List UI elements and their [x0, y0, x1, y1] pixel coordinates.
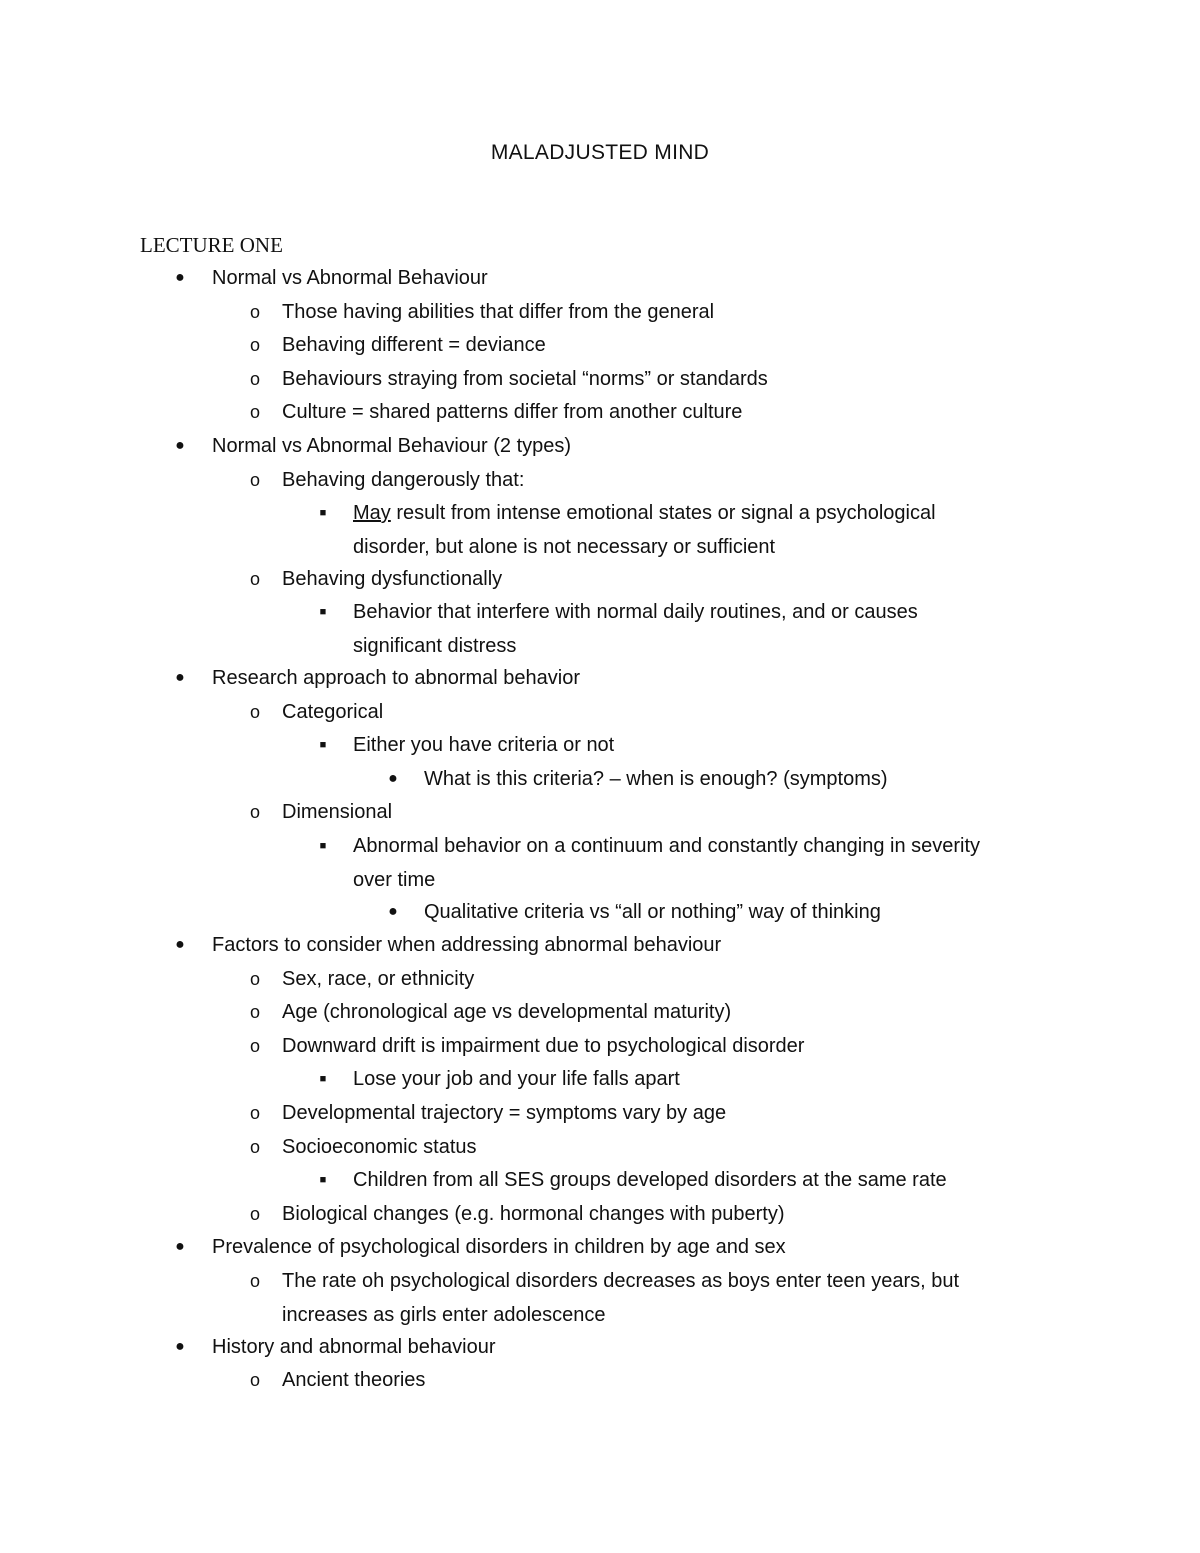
outline-item-label: Biological changes (e.g. hormonal changes with puberty)	[282, 1202, 785, 1225]
outline-item-text	[212, 1233, 786, 1261]
bullet-circle-icon: o	[249, 968, 260, 989]
outline-item-text	[353, 632, 516, 660]
outline-item	[0, 499, 1200, 533]
outline-item	[0, 832, 1200, 866]
outline-item-text	[353, 731, 614, 759]
bullet-circle-icon: o	[249, 301, 260, 322]
outline-item	[0, 1267, 1200, 1301]
outline-item-label: Behaving different = deviance	[282, 334, 546, 357]
outline-item	[0, 765, 1200, 799]
outline-item-label: What is this criteria? – when is enough? (symptoms)	[424, 767, 888, 790]
outline-item	[0, 1333, 1200, 1367]
outline-item-text	[282, 1032, 804, 1060]
outline-item-text	[353, 832, 980, 860]
outline-item	[0, 466, 1200, 500]
outline-item	[0, 898, 1200, 932]
outline-item-text	[212, 264, 488, 292]
outline-item-label: Dimensional	[282, 801, 393, 824]
bullet-square-icon: ■	[319, 606, 327, 619]
bullet-disc-icon: ●	[388, 769, 398, 787]
outline-item-text	[212, 664, 580, 692]
bullet-circle-icon: o	[249, 802, 260, 823]
outline-item	[0, 432, 1200, 466]
outline-item-label: Sex, race, or ethnicity	[282, 967, 475, 990]
outline-item	[0, 798, 1200, 832]
outline-item	[0, 1133, 1200, 1167]
outline-item	[0, 998, 1200, 1032]
outline-item	[0, 264, 1200, 298]
outline-item	[0, 866, 1200, 898]
outline-item-label: Normal vs Abnormal Behaviour (2 types)	[212, 434, 572, 457]
outline-item-text	[282, 466, 524, 494]
outline-item-label: Behaving dysfunctionally	[282, 567, 503, 590]
outline-item-label: Behavior that interfere with normal daily routines, and or causes	[353, 601, 918, 624]
outline-item-label: Behaving dangerously that:	[282, 468, 525, 491]
outline-item-text	[212, 432, 571, 460]
outline-item-text	[282, 1099, 726, 1127]
outline-item-text	[282, 965, 474, 993]
bullet-square-icon: ■	[319, 1073, 327, 1086]
bullet-circle-icon: o	[249, 1002, 260, 1023]
outline-item-label: Behaviours straying from societal “norms” or standards	[282, 367, 768, 390]
bullet-square-icon: ■	[319, 1174, 327, 1187]
outline-item-text	[353, 1065, 680, 1093]
outline-item-text	[212, 931, 721, 959]
outline-item-text	[282, 1267, 959, 1295]
outline-item-label: History and abnormal behaviour	[212, 1335, 496, 1358]
bullet-circle-icon: o	[249, 1136, 260, 1157]
outline-item-text	[353, 1166, 947, 1194]
bullet-square-icon: ■	[319, 839, 327, 852]
outline-item-text	[282, 1133, 477, 1161]
notes-outline	[0, 264, 1200, 1400]
document-title: MALADJUSTED MIND	[490, 141, 710, 164]
bullet-disc-icon: ●	[175, 1337, 185, 1355]
outline-item-label: Qualitative criteria vs “all or nothing” way of thinking	[424, 900, 881, 923]
outline-item	[0, 698, 1200, 732]
bullet-circle-icon: o	[249, 568, 260, 589]
outline-item-text	[282, 565, 502, 593]
outline-item-text	[282, 1301, 606, 1329]
outline-item	[0, 565, 1200, 599]
bullet-disc-icon: ●	[175, 936, 185, 954]
lecture-heading: LECTURE ONE	[140, 233, 283, 257]
outline-item	[0, 1166, 1200, 1200]
outline-item-text	[282, 1366, 425, 1394]
outline-item-text	[282, 298, 714, 326]
bullet-circle-icon: o	[249, 701, 260, 722]
outline-item-text	[282, 698, 383, 726]
outline-item-label: Research approach to abnormal behavior	[212, 666, 580, 689]
outline-item-label: Socioeconomic status	[282, 1135, 477, 1158]
outline-item	[0, 632, 1200, 664]
bullet-circle-icon: o	[249, 1271, 260, 1292]
bullet-disc-icon: ●	[388, 902, 398, 920]
bullet-circle-icon: o	[249, 469, 260, 490]
outline-item	[0, 731, 1200, 765]
outline-item-label: increases as girls enter adolescence	[282, 1303, 606, 1326]
outline-item-text	[282, 798, 392, 826]
bullet-square-icon: ■	[319, 739, 327, 752]
outline-item-text	[353, 866, 435, 894]
outline-item-label: Either you have criteria or not	[353, 734, 615, 757]
outline-item-text	[353, 533, 775, 561]
outline-item-label: Prevalence of psychological disorders in children by age and sex	[212, 1236, 786, 1259]
outline-item-text	[282, 331, 546, 359]
outline-item	[0, 1200, 1200, 1234]
outline-item	[0, 1233, 1200, 1267]
bullet-square-icon: ■	[319, 507, 327, 520]
outline-item-text	[424, 765, 888, 793]
outline-item-label: result from intense emotional states or signal a psychological	[390, 502, 936, 525]
outline-item-label: Developmental trajectory = symptoms vary by age	[282, 1102, 727, 1125]
outline-item-label: Ancient theories	[282, 1369, 426, 1392]
bullet-disc-icon: ●	[175, 1238, 185, 1256]
bullet-circle-icon: o	[249, 1370, 260, 1391]
outline-item-label: over time	[353, 868, 436, 891]
outline-item-text	[353, 499, 936, 527]
outline-item	[0, 1032, 1200, 1066]
outline-item	[0, 664, 1200, 698]
outline-item-text	[282, 998, 731, 1026]
outline-item-label: Lose your job and your life falls apart	[353, 1068, 680, 1091]
outline-item-label: Abnormal behavior on a continuum and constantly changing in severity	[353, 834, 981, 857]
outline-item-label: The rate oh psychological disorders decreases as boys enter teen years, but	[282, 1270, 960, 1293]
bullet-circle-icon: o	[249, 1103, 260, 1124]
bullet-circle-icon: o	[249, 335, 260, 356]
outline-item	[0, 1366, 1200, 1400]
outline-item	[0, 331, 1200, 365]
outline-item-label: disorder, but alone is not necessary or sufficient	[353, 535, 776, 558]
outline-item	[0, 398, 1200, 432]
bullet-circle-icon: o	[249, 1203, 260, 1224]
outline-item	[0, 365, 1200, 399]
outline-item	[0, 1301, 1200, 1333]
bullet-disc-icon: ●	[175, 436, 185, 454]
bullet-disc-icon: ●	[175, 269, 185, 286]
outline-item	[0, 598, 1200, 632]
outline-item-label: Age (chronological age vs developmental maturity)	[282, 1001, 732, 1024]
outline-item-text	[282, 1200, 785, 1228]
outline-item	[0, 1065, 1200, 1099]
outline-item	[0, 965, 1200, 999]
bullet-circle-icon: o	[249, 1035, 260, 1056]
bullet-circle-icon: o	[249, 402, 260, 423]
outline-item-label: Culture = shared patterns differ from another culture	[282, 401, 743, 424]
outline-item-text	[282, 365, 768, 393]
bullet-disc-icon: ●	[175, 668, 185, 686]
outline-item-text	[353, 598, 918, 626]
outline-item	[0, 533, 1200, 565]
outline-item-text	[212, 1333, 496, 1361]
outline-item-label: Categorical	[282, 700, 384, 723]
outline-item-label: Those having abilities that differ from the general	[282, 300, 715, 323]
outline-item	[0, 298, 1200, 332]
outline-item-text	[424, 898, 881, 926]
outline-item-label: Children from all SES groups developed disorders at the same rate	[353, 1169, 947, 1192]
underlined-word: May	[353, 502, 391, 525]
bullet-circle-icon: o	[249, 368, 260, 389]
outline-item-label: significant distress	[353, 634, 517, 657]
outline-item-text	[282, 398, 742, 426]
outline-item-label: Normal vs Abnormal Behaviour	[212, 267, 488, 289]
outline-item	[0, 931, 1200, 965]
outline-item-label: Factors to consider when addressing abnormal behaviour	[212, 934, 722, 957]
outline-item	[0, 1099, 1200, 1133]
outline-item-label: Downward drift is impairment due to psychological disorder	[282, 1034, 805, 1057]
